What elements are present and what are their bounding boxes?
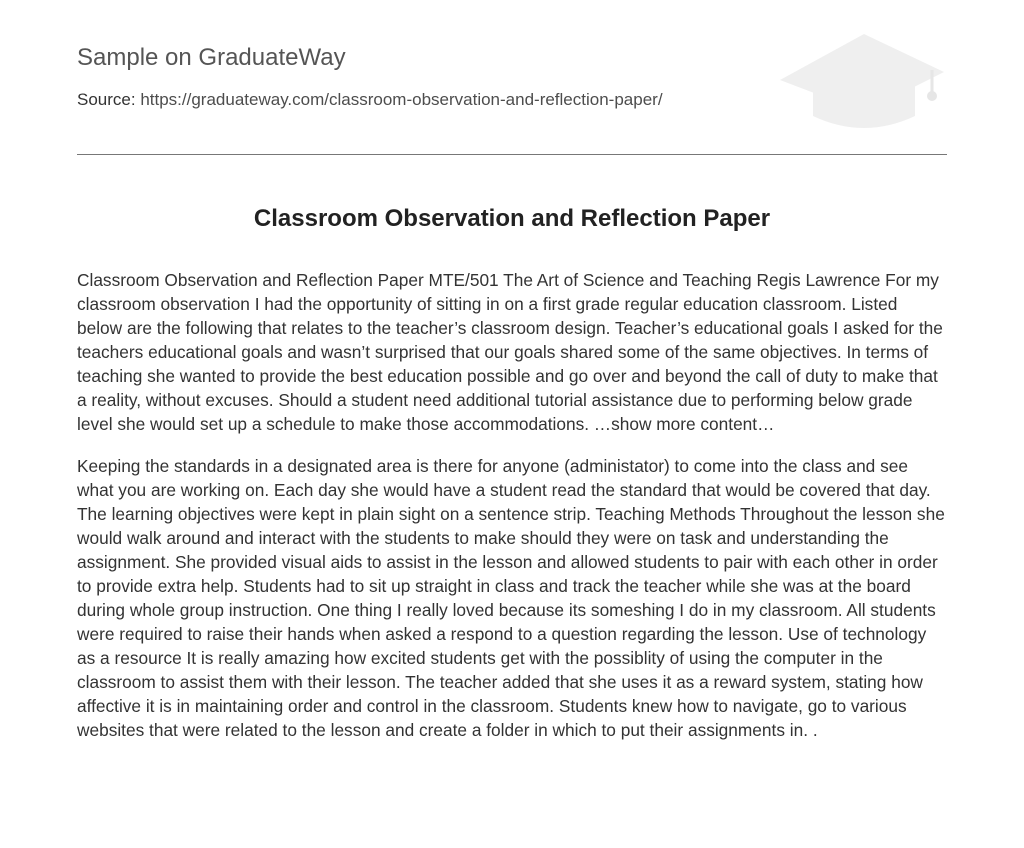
graduation-cap-icon bbox=[780, 30, 948, 134]
tassel-knot bbox=[927, 91, 937, 101]
document-body bbox=[77, 268, 947, 760]
site-title: Sample on GraduateWay bbox=[77, 44, 346, 71]
mortarboard-shape bbox=[780, 34, 944, 112]
paragraph-1: Classroom Observation and Reflection Paper MTE/501 The Art of Science and Teaching Regis Lawrence For my classroom observation I had the opportunity of sitting in on a first grade regular education classroom. Listed below are the following that relates to the teacher’s classroom design. Teacher’s educational goals I asked for the teachers educational goals and wasn’t surprised that our goals shared some of the same objectives. In terms of teaching she wanted to provide the best education possible and go over and beyond the call of duty to make that a reality, without excuses. Should a student need additional tutorial assistance due to performing below grade level she would set up a schedule to make those accommodations. …show more content… bbox=[77, 270, 943, 434]
source-link[interactable]: https://graduateway.com/classroom-observation-and-reflection-paper/ bbox=[140, 90, 663, 109]
paragraph-2: Keeping the standards in a designated area is there for anyone (administator) to come into the class and see what you are working on. Each day she would have a student read the standard that would be covered that day. The learning objectives were kept in plain sight on a sentence strip. Teaching Methods Throughout the lesson she would walk around and interact with the students to make should they were on task and understanding the assignment. She provided visual aids to assist in the lesson and allowed students to pair with each other in order to provide extra help. Students had to sit up straight in class and track the teacher while she was at the board during whole group instruction. One thing I really loved because its someshing I do in my classroom. All students were required to raise their hands when asked a respond to a question regarding the lesson. Use of technology as a resource It is really amazing how excited students get with the possiblity of using the computer in the classroom to assist them with their lesson. The teacher added that she uses it as a reward system, stating how affective it is in maintaining order and control in the classroom. Students knew how to navigate, go to various websites that were related to the lesson and create a folder in which to put their assignments in. . bbox=[77, 456, 945, 740]
source-line bbox=[77, 90, 663, 110]
page-header bbox=[77, 0, 947, 156]
header-divider bbox=[77, 154, 947, 155]
document-title: Classroom Observation and Reflection Paper bbox=[253, 205, 771, 232]
source-label: Source: bbox=[77, 90, 136, 109]
